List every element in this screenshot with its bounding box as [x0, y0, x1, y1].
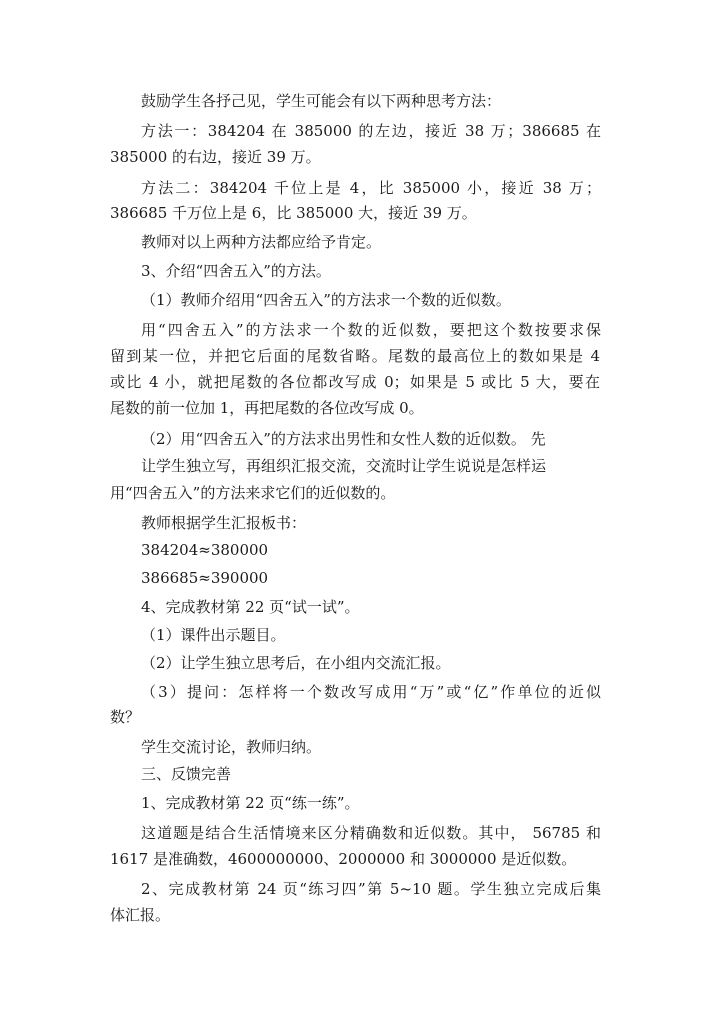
text-line: （2）让学生独立思考后，在小组内交流汇报。 — [141, 654, 451, 672]
text-line: （3）提问：怎样将一个数改写成用“万”或“亿”作单位的近似 — [141, 683, 601, 701]
text-line: 1617 是准确数，4600000000、2000000 和 3000000 是近似数。 — [110, 850, 577, 868]
text-line: （1）教师介绍用“四舍五入”的方法求一个数的近似数。 — [141, 291, 511, 309]
text-line: 留到某一位，并把它后面的尾数省略。尾数的最高位上的数如果是 4 — [110, 347, 600, 365]
text-line: （2）用“四舍五入”的方法求出男性和女性人数的近似数。 先 — [141, 430, 546, 448]
text-line: 用“四舍五入”的方法来求它们的近似数的。 — [110, 484, 396, 502]
text-line: 用“四舍五入”的方法求一个数的近似数，要把这个数按要求保 — [141, 321, 601, 339]
text-line: 385000 的右边，接近 39 万。 — [110, 148, 321, 166]
text-line: 三、反馈完善 — [141, 765, 232, 783]
text-line: 1、完成教材第 22 页“练一练”。 — [141, 794, 360, 812]
text-line: 386685 千万位上是 6，比 385000 大，接近 39 万。 — [110, 204, 477, 222]
text-line: 鼓励学生各抒己见，学生可能会有以下两种思考方法： — [141, 92, 502, 110]
text-line: 方法二：384204 千位上是 4，比 385000 小，接近 38 万； — [141, 179, 601, 197]
text-line: （1）课件出示题目。 — [141, 626, 286, 644]
text-line: 386685≈390000 — [141, 569, 269, 587]
text-line: 学生交流讨论，教师归纳。 — [141, 738, 322, 756]
text-line: 让学生独立写，再组织汇报交流，交流时让学生说说是怎样运 — [141, 457, 547, 475]
text-line: 教师对以上两种方法都应给予肯定。 — [141, 233, 382, 251]
text-line: 或比 4 小，就把尾数的各位都改写成 0；如果是 5 或比 5 大，要在 — [110, 373, 600, 391]
text-line: 4、完成教材第 22 页“试一试”。 — [141, 598, 360, 616]
text-line: 384204≈380000 — [141, 541, 269, 559]
text-line: 教师根据学生汇报板书： — [141, 514, 307, 532]
text-line: 体汇报。 — [110, 906, 171, 924]
text-line: 2、完成教材第 24 页“练习四”第 5~10 题。学生独立完成后集 — [141, 880, 601, 898]
text-line: 方法一：384204 在 385000 的左边，接近 38 万；386685 在 — [141, 122, 601, 140]
text-line: 3、介绍“四舍五入”的方法。 — [141, 262, 331, 280]
text-line: 数？ — [110, 708, 141, 726]
text-line: 尾数的前一位加 1，再把尾数的各位改写成 0。 — [110, 399, 424, 417]
text-line: 这道题是结合生活情境来区分精确数和近似数。其中， 56785 和 — [141, 824, 601, 842]
